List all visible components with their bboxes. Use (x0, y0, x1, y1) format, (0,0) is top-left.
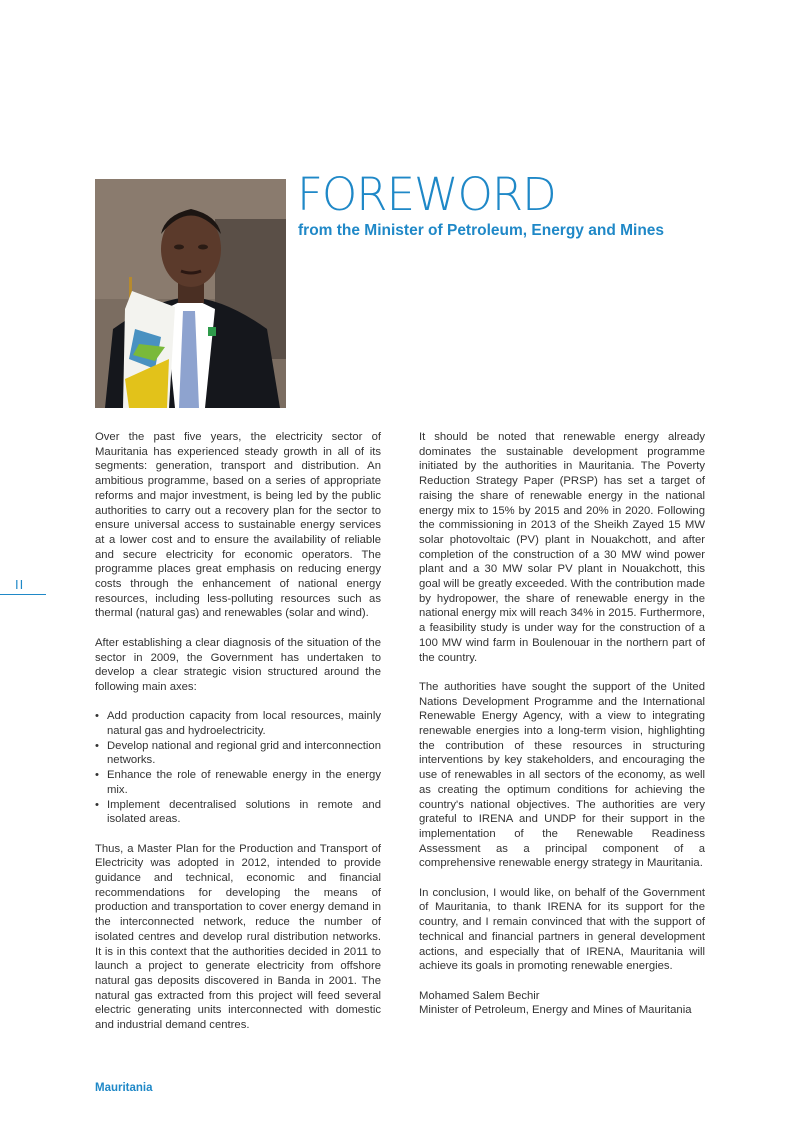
footer-country-label: Mauritania (95, 1082, 153, 1094)
page-number: II (15, 577, 25, 592)
bullet-icon: • (95, 798, 99, 811)
paragraph: In conclusion, I would like, on behalf of the Government of Mauritania, to thank IRENA for its support for the country, and I remain convinced that with the support of technical and financial partners in general development actions, and especially that of IRENA, Mauritania will achieve its goals in promoting renewable energies. (419, 886, 705, 973)
paragraph: It should be noted that renewable energy already dominates the sustainable development programme initiated by the authorities in Mauritania. The Poverty Reduction Strategy Paper (PRSP) has set a target of raising the share of renewable energy in the national energy mix to 15% by 2015 and 20% in 2020. Following the commissioning in 2013 of the Sheikh Zayed 15 MW solar photovoltaic (PV) plant in Nouakchott, and after completion of the construction of a 30 MW wind power plant and a 30 MW solar PV plant in Nouakchott, this goal will be greatly exceeded. With the contribution made by hydropower, the share of renewable energy in the national energy mix will reach 34% in 2015. Furthermore, a feasibility study is under way for the construction of a 100 MW wind farm in Boulenouar in the northern part of the country. (419, 431, 705, 664)
signature-block (419, 989, 705, 1018)
bullet-icon: • (95, 769, 99, 782)
list-item-text: Implement decentralised solutions in remote and isolated areas. (107, 798, 381, 826)
list-item (95, 739, 381, 768)
list-item-text: Enhance the role of renewable energy in the energy mix. (107, 769, 381, 796)
list-item (95, 709, 381, 738)
page-number-rule (0, 594, 46, 595)
axes-bullet-list (95, 709, 381, 827)
bullet-icon: • (95, 710, 99, 723)
signature-name: Mohamed Salem Bechir (419, 989, 540, 1002)
page-title: FOREWORD (297, 168, 556, 221)
paragraph: Thus, a Master Plan for the Production and Transport of Electricity was adopted in 2012, intended to provide guidance and technical, economic and financial recommendations for developing the means of production and transportation to cover energy demand in the interconnected network, reduce the number of isolated centres and develop rural distribution networks. It is in this context that the authorities decided in 2011 to launch a project to generate electricity from offshore natural gas deposits discovered in Banda in 2001. The natural gas extracted from this project will feed several electric generating units interconnected with domestic and industrial demand centres. (95, 842, 381, 1032)
list-item-text: Add production capacity from local resources, mainly natural gas and hydroelectricity. (107, 710, 381, 738)
paragraph: Over the past five years, the electricity sector of Mauritania has experienced steady growth in all of its segments: generation, transport and distribution. An ambitious programme, based on a series of appropriate reforms and major investment, is being led by the public authorities to carry out a recovery plan for the sector to ensure universal access to sustainable energy services at a lower cost and to ensure the availability of reliable and secure electricity for economic operators. The programme places great emphasis on reducing energy costs through the enhancement of national energy resources, including less-polluting resources such as thermal (natural gas) and renewables (solar and wind). (95, 431, 381, 620)
list-item (95, 768, 381, 797)
page-subtitle: from the Minister of Petroleum, Energy and Mines (298, 222, 665, 239)
list-item (95, 798, 381, 827)
bullet-icon: • (95, 739, 99, 752)
left-text-column (95, 430, 381, 1047)
right-text-column (419, 430, 705, 1018)
paragraph: After establishing a clear diagnosis of the situation of the sector in 2009, the Government has undertaken to develop a clear strategic vision structured around the following main axes: (95, 636, 381, 693)
minister-portrait-photo (95, 179, 286, 408)
paragraph: The authorities have sought the support of the United Nations Development Programme and the International Renewable Energy Agency, with a view to integrating renewable energies into a long-term vision, highlighting the contribution of these resources in structuring interventions by key stakeholders, and encouraging the use of renewables in all sectors of the economy, as well as creating the optimum conditions for achieving the country's national objectives. The authorities are very grateful to IRENA and UNDP for their support in the implementation of the Renewable Readiness Assessment as a principal component of a comprehensive renewable energy strategy in Mauritania. (419, 680, 705, 870)
signature-title: Minister of Petroleum, Energy and Mines of Mauritania (419, 1004, 692, 1017)
list-item-text: Develop national and regional grid and interconnection networks. (107, 739, 381, 767)
